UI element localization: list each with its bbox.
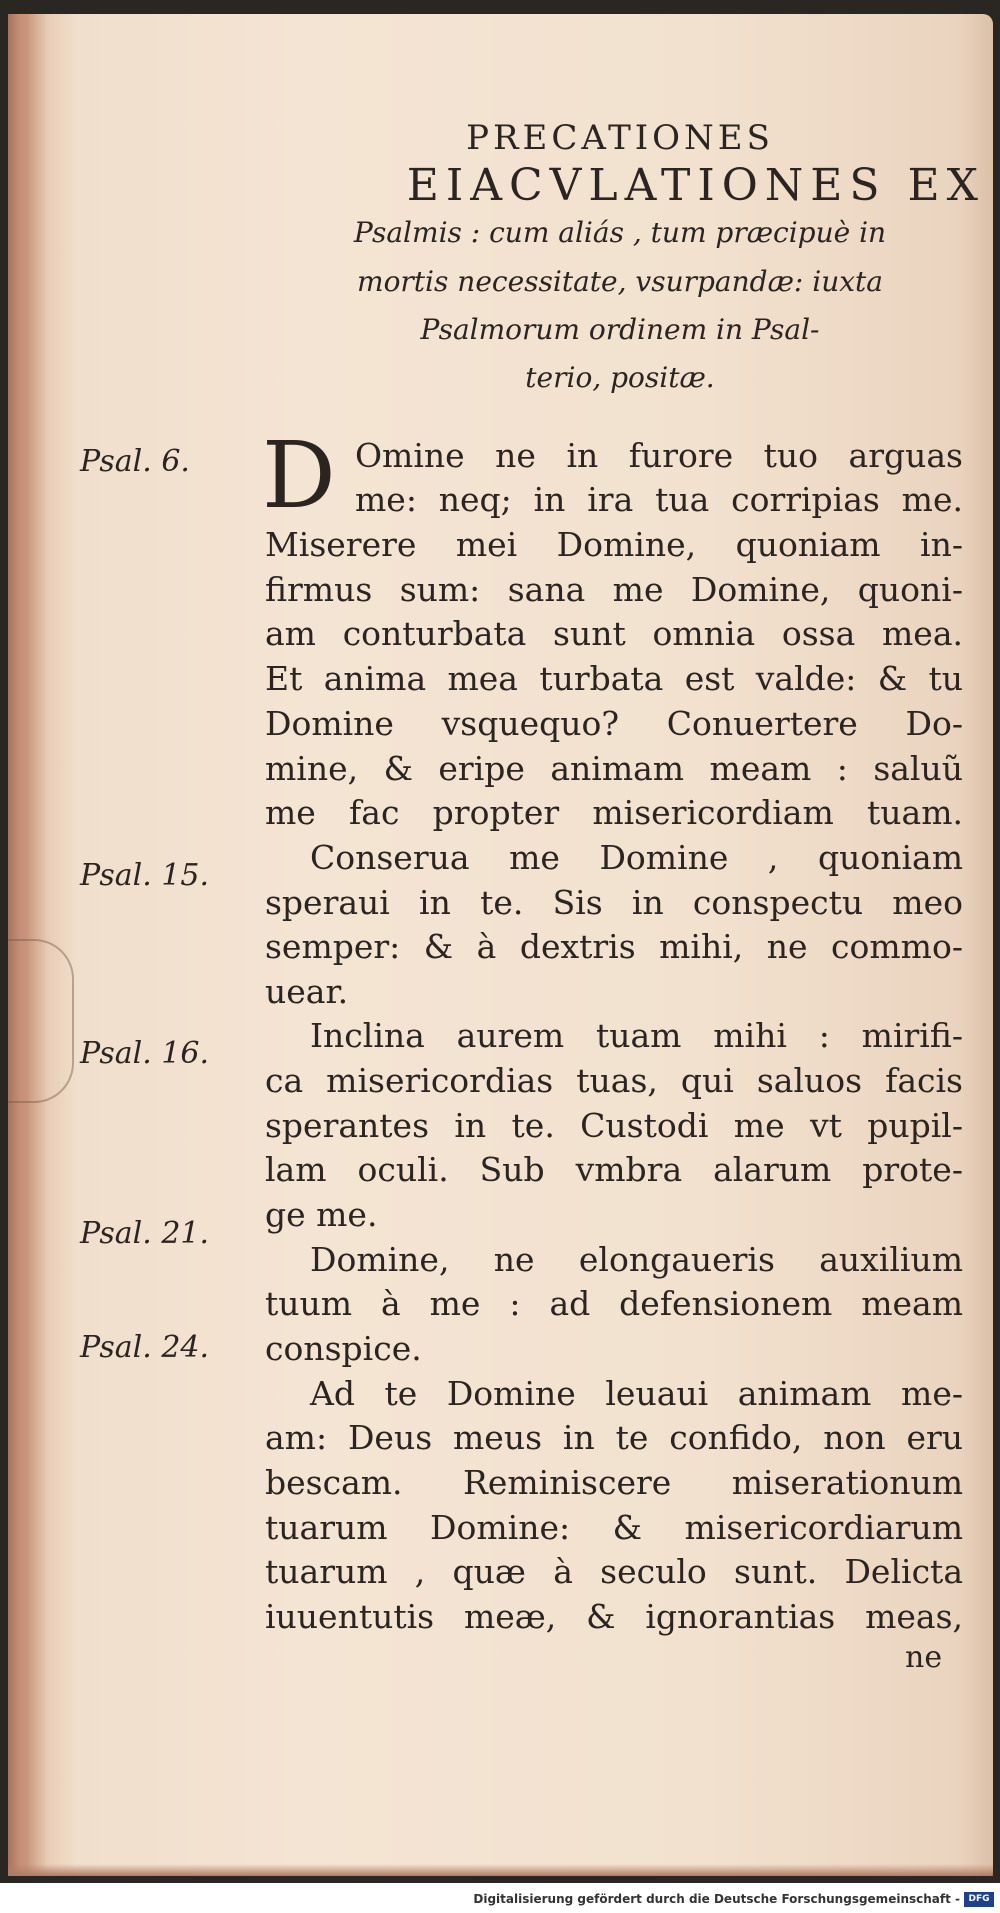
heading-line-6: terio, positæ. xyxy=(525,361,715,394)
body-line: Domine, ne elongaueris auxilium xyxy=(310,1240,963,1279)
body-line: Inclina aurem tuam mihi : mirifi- xyxy=(310,1016,963,1055)
body-line: ca misericordias tuas, qui saluos facis xyxy=(265,1061,963,1100)
margin-note-psal-16: Psal. 16. xyxy=(80,1036,210,1071)
body-line: Miserere mei Domine, quoniam in- xyxy=(265,525,963,564)
body-line: sperantes in te. Custodi me vt pupil- xyxy=(265,1106,963,1145)
heading-line-4: mortis necessitate, vsurpandæ: iuxta xyxy=(357,265,883,298)
body-line: am conturbata sunt omnia ossa mea. xyxy=(265,614,963,653)
body-line: Et anima mea turbata est valde: & tu xyxy=(265,659,963,698)
body-line: semper: & à dextris mihi, ne commo- xyxy=(265,927,963,966)
body-line: ge me. xyxy=(265,1195,378,1234)
heading-line-5: Psalmorum ordinem in Psal- xyxy=(420,313,820,346)
body-line: tuum à me : ad defensionem meam xyxy=(265,1284,963,1323)
page-edge-bottom xyxy=(8,1864,993,1876)
heading-line-3: Psalmis : cum aliás , tum præcipuè in xyxy=(353,216,887,249)
body-line: Ad te Domine leuaui animam me- xyxy=(310,1374,963,1413)
body-line: conspice. xyxy=(265,1329,422,1368)
margin-note-psal-24: Psal. 24. xyxy=(80,1330,210,1365)
dfg-logo: DFG xyxy=(964,1892,994,1907)
heading-line-1: PRECATIONES xyxy=(466,118,774,158)
body-line: me fac propter misericordiam tuam. xyxy=(265,793,963,832)
body-line: mine, & eripe animam meam : saluũ xyxy=(265,749,963,788)
body-line: Omine ne in furore tuo arguas xyxy=(355,436,963,475)
body-line: lam oculi. Sub vmbra alarum prote- xyxy=(265,1150,963,1189)
catchword: ne xyxy=(905,1640,943,1675)
body-line: bescam. Reminiscere miserationum xyxy=(265,1463,963,1502)
body-line: iuuentutis meæ, & ignorantias meas, xyxy=(265,1597,963,1636)
margin-note-psal-15: Psal. 15. xyxy=(80,858,210,893)
margin-note-psal-21: Psal. 21. xyxy=(80,1216,210,1251)
body-line: speraui in te. Sis in conspectu meo xyxy=(265,883,963,922)
body-line: am: Deus meus in te confido, non eru xyxy=(265,1418,963,1457)
body-line: firmus sum: sana me Domine, quoni- xyxy=(265,570,963,609)
body-line: me: neq; in ira tua corripias me. xyxy=(355,480,963,519)
body-line: uear. xyxy=(265,972,349,1011)
body-line: tuarum Domine: & misericordiarum xyxy=(265,1508,963,1547)
drop-cap: D xyxy=(262,422,336,529)
body-line: Domine vsquequo? Conuertere Do- xyxy=(265,704,963,743)
heading-line-2: EIACVLATIONES EX xyxy=(406,160,985,211)
page-tab-mark xyxy=(8,939,74,1103)
body-line: Conserua me Domine , quoniam xyxy=(310,838,963,877)
funding-notice: Digitalisierung gefördert durch die Deutsche Forschungsgemeinschaft - xyxy=(473,1892,960,1906)
footer-bar xyxy=(0,1883,1000,1913)
margin-note-psal-6: Psal. 6. xyxy=(80,444,190,479)
body-line: tuarum , quæ à seculo sunt. Delicta xyxy=(265,1552,963,1591)
